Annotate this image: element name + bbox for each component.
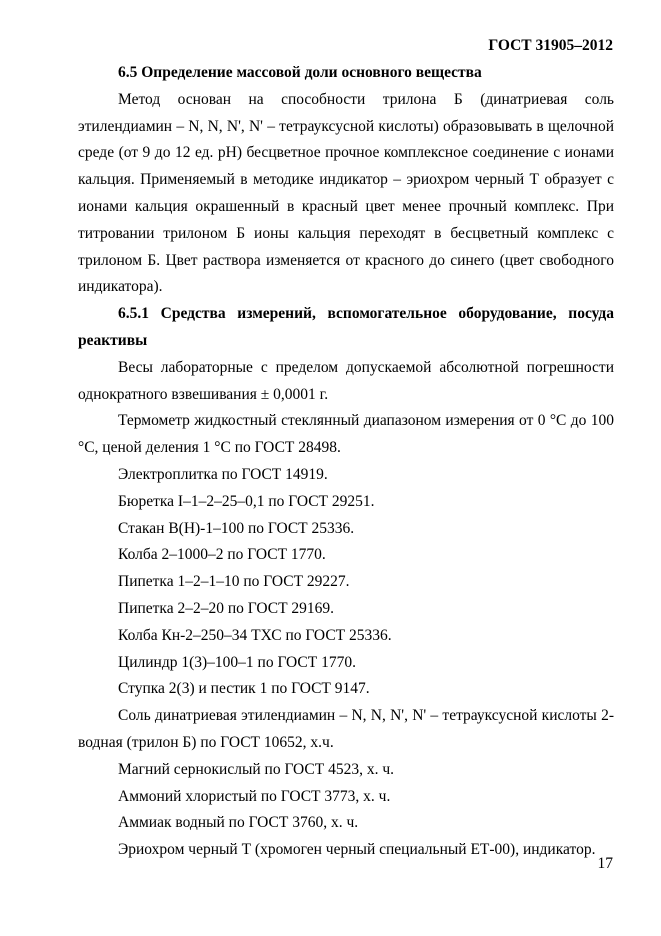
equipment-item-cylinder: Цилиндр 1(3)–100–1 по ГОСТ 1770. xyxy=(118,653,356,671)
equipment-item-conical-flask: Колба Кн-2–250–34 ТХС по ГОСТ 25336. xyxy=(118,626,392,644)
equipment-item-hotplate: Электроплитка по ГОСТ 14919. xyxy=(118,465,328,483)
section-6-5-intro-paragraph: Метод основан на способности трилона Б (динатриевая соль этилендиамин – N, N, N', N' – тетрауксусной кислоты) образовывать в щелочной среде (от 9 до 12 ед. pH) бесцветное прочное комплексное соединение с ионами кальция. Применяемый в методике индикатор – эриохром черный Т образует с ионами кальция окрашенный в красный цвет менее прочный комплекс. При титровании трилоном Б ионы кальция переходят в бесцветный комплекс с трилоном Б. Цвет раствора изменяется от красного до синего (цвет свободного индикатора). xyxy=(78,90,614,296)
equipment-item-beaker: Стакан В(Н)-1–100 по ГОСТ 25336. xyxy=(118,519,355,537)
equipment-item-pipette-20: Пипетка 2–2–20 по ГОСТ 29169. xyxy=(118,599,335,617)
equipment-item-burette: Бюретка I–1–2–25–0,1 по ГОСТ 29251. xyxy=(118,492,375,510)
reagent-item-trilon-b: Соль динатриевая этилендиамин – N, N, N', N' – тетрауксусной кислоты 2-водная (трилон Б) по ГОСТ 10652, х.ч. xyxy=(78,707,614,751)
reagent-item-ammonia: Аммиак водный по ГОСТ 3760, х. ч. xyxy=(118,814,359,832)
equipment-item-scales: Весы лабораторные с пределом допускаемой абсолютной погрешности однократного взвешивания ± 0,0001 г. xyxy=(78,358,614,403)
reagent-item-magnesium-sulfate: Магний сернокислый по ГОСТ 4523, х. ч. xyxy=(118,760,395,778)
section-6-5-heading: 6.5 Определение массовой доли основного вещества xyxy=(118,64,482,81)
document-code-header: ГОСТ 31905–2012 xyxy=(488,37,613,54)
equipment-item-pipette-10: Пипетка 1–2–1–10 по ГОСТ 29227. xyxy=(118,573,350,591)
reagent-item-eriochrome-black: Эриохром черный Т (хромоген черный специальный ЕТ-00), индикатор. xyxy=(118,841,596,859)
section-6-5-1-heading: 6.5.1 Средства измерений, вспомогательное оборудование, посуда реактивы xyxy=(78,305,614,349)
reagent-item-ammonium-chloride: Аммоний хлористый по ГОСТ 3773, х. ч. xyxy=(118,787,391,805)
equipment-item-flask-1000: Колба 2–1000–2 по ГОСТ 1770. xyxy=(118,546,326,564)
equipment-item-thermometer: Термометр жидкостный стеклянный диапазоном измерения от 0 °С до 100 °С, ценой деления 1 °С по ГОСТ 28498. xyxy=(78,412,614,457)
page-number: 17 xyxy=(597,855,613,872)
document-body xyxy=(78,60,614,864)
equipment-item-mortar: Ступка 2(3) и пестик 1 по ГОСТ 9147. xyxy=(118,680,370,698)
